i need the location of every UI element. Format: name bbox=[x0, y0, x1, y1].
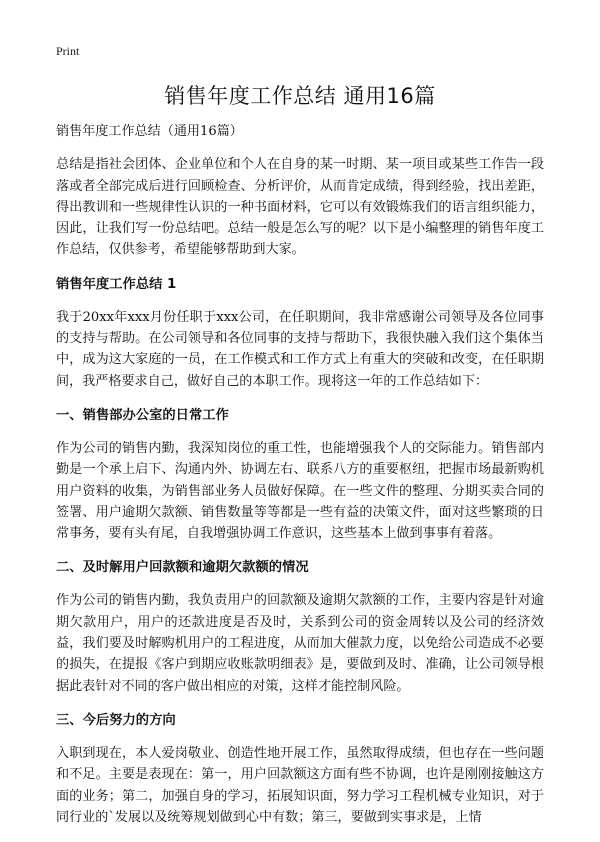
document-title: 销售年度工作总结 通用16篇 bbox=[164, 84, 436, 108]
print-link[interactable]: Print bbox=[56, 44, 80, 58]
subtitle: 销售年度工作总结（通用16篇） bbox=[56, 124, 243, 139]
heading-daily-work: 一、销售部办公室的日常工作 bbox=[56, 407, 229, 423]
document-body bbox=[56, 121, 544, 842]
paragraph-payment-status: 作为公司的销售内勤，我负责用户的回款额及逾期欠款额的工作，主要内容是针对逾期欠款用户，用户的还款进度是否及时，关系到公司的资金周转以及公司的经济效益，我们要及时解购机用户的工程进度，从而加大催款力度，以免给公司造成不必要的损失，在提报《客户到期应收账款明细表》是，要做到及时、准确，让公司领导根据此表针对不同的客户做出相应的对策，这样才能控制风险。 bbox=[56, 593, 544, 694]
section-intro-paragraph: 我于20xx年xxx月份任职于xxx公司，在任职期间，我非常感谢公司领导及各位同事的支持与帮助。在公司领导和各位同事的支持与帮助下，我很快融入我们这个集体当中，成为这大家庭的一员，在工作模式和工作方式上有重大的突破和改变，在任职期间，我严格要求自己，做好自己的本职工作。现将这一年的工作总结如下： bbox=[56, 309, 544, 389]
heading-future-direction: 三、今后努力的方向 bbox=[56, 712, 176, 728]
section-heading: 销售年度工作总结 1 bbox=[56, 276, 177, 292]
heading-payment-status: 二、及时解用户回款额和逾期欠款额的情况 bbox=[56, 560, 309, 576]
intro-paragraph: 总结是指社会团体、企业单位和个人在自身的某一时期、某一项目或某些工作告一段落或者全部完成后进行回顾检查、分析评价，从而肯定成绩，得到经验，找出差距，得出教训和一些规律性认识的一种书面材料，它可以有效锻炼我们的语言组织能力，因此，让我们写一份总结吧。总结一般是怎么写的呢？以下是小编整理的销售年度工作总结，仅供参考，希望能够帮助到大家。 bbox=[56, 157, 544, 258]
paragraph-future-direction: 入职到现在，本人爱岗敬业、创造性地开展工作，虽然取得成绩，但也存在一些问题和不足。主要是表现在：第一，用户回款额这方面有些不协调，也许是刚刚接触这方面的业务；第二，加强自身的学习，拓展知识面，努力学习工程机械专业知识，对于同行业的`发展以及统筹规划做到心中有数；第三，要做到实事求是，上情 bbox=[56, 745, 544, 825]
paragraph-daily-work: 作为公司的销售内勤，我深知岗位的重工性，也能增强我个人的交际能力。销售部内勤是一个承上启下、沟通内外、协调左右、联系八方的重要枢纽，把握市场最新购机用户资料的收集，为销售部业务人员做好保障。在一些文件的整理、分期买卖合同的签署、用户逾期欠款额、销售数量等等都是一些有益的决策文件，面对这些繁琐的日常事务，要有头有尾，自我增强协调工作意识，这些基本上做到事事有着落。 bbox=[56, 440, 544, 542]
